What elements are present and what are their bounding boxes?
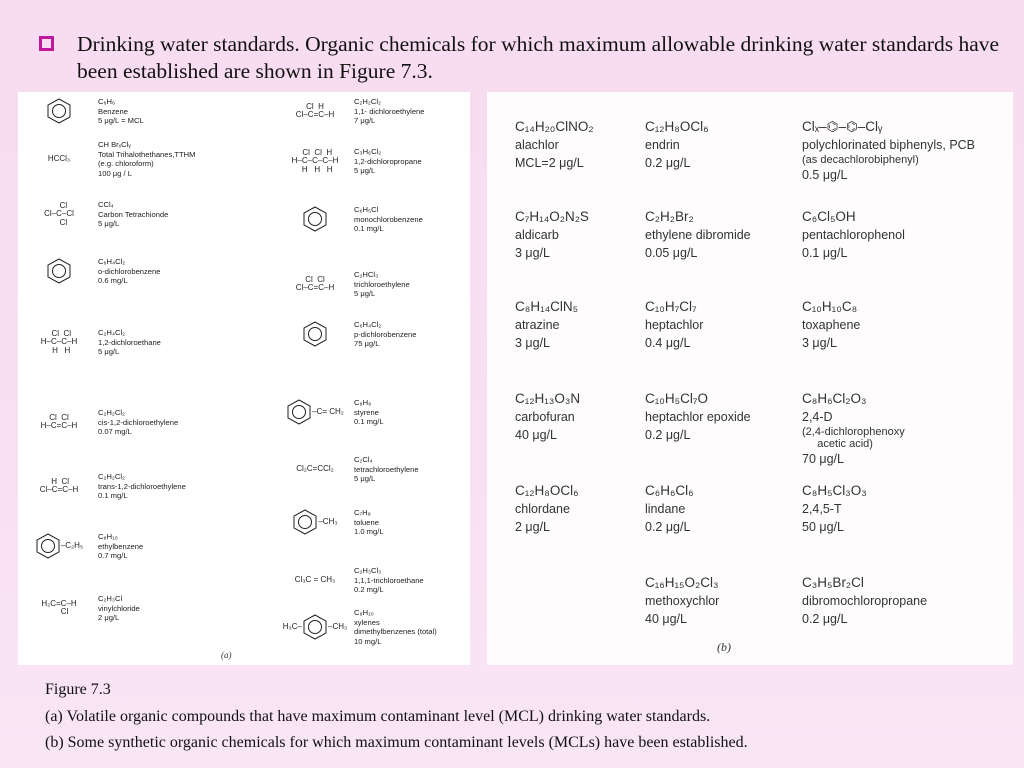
chemical-entry [645, 208, 751, 262]
compound-entry [276, 147, 422, 176]
chemical-entry [802, 298, 860, 352]
chemical-entry [515, 208, 589, 262]
figure-caption-a: (a) Volatile organic compounds that have maximum contaminant level (MCL) drinking water standards. [45, 708, 711, 725]
compound-text [354, 455, 419, 484]
chemical-name: dibromochloropropane [802, 594, 928, 608]
chemical-name: pentachlorophenol [802, 228, 905, 242]
compound-formula: C₈H₁₀ [354, 608, 374, 617]
figure-caption-title: Figure 7.3 [45, 681, 111, 698]
benzene-ring-icon [302, 321, 328, 347]
chemical-formula: C₈H₆Cl₂O₃ [802, 391, 867, 406]
chemical-name: 2,4,5-T [802, 502, 842, 516]
chemical-formula: C₁₀H₇Cl₇ [645, 299, 697, 314]
chemical-formula: Clₓ–⌬–⌬–Clᵧ [802, 119, 883, 134]
chemical-mcl-value: 0.5 μg/L [802, 168, 848, 182]
structure-text: Cl Cl–C–Cl Cl [44, 200, 74, 227]
compound-text [354, 205, 423, 234]
chemical-formula: C₁₀H₁₀C₈ [802, 299, 858, 314]
structure-text: Cl₂C=CCl₂ [296, 464, 334, 473]
compound-entry [20, 408, 178, 437]
chemical-mcl-value: 0.05 μg/L [645, 246, 698, 260]
compound-name: 1,1- dichloroethylene [354, 106, 425, 116]
compound-mcl-value: 7 μg/L [354, 116, 376, 125]
compound-text [354, 270, 410, 299]
panel-a-label: (a) [221, 650, 232, 660]
compound-formula: C₂Cl₄ [354, 455, 373, 464]
compound-mcl-value: 5 μg/L [354, 166, 376, 175]
compound-entry [20, 328, 161, 357]
chemical-formula: C₂H₂Br₂ [645, 209, 694, 224]
structure-formula [20, 202, 98, 228]
chemical-formula: C₁₂H₈OCl₆ [645, 119, 709, 134]
compound-name: 1,1,1-trichloroethane [354, 575, 424, 585]
chemical-name: methoxychlor [645, 594, 720, 608]
compound-formula: C₂H₂Cl₂ [98, 472, 125, 481]
chemical-mcl-value: 3 μg/L [802, 336, 838, 350]
compound-mcl-value: 10 mg/L [354, 636, 382, 646]
benzene-ring-icon [35, 533, 61, 559]
chemical-formula: C₁₀H₅Cl₇O [645, 391, 708, 406]
benzene-ring-icon [46, 258, 72, 284]
chemical-entry [515, 118, 594, 172]
structure-formula [276, 276, 354, 293]
compound-mcl-value: 0.2 mg/L [354, 585, 384, 594]
compound-mcl-value: 75 μg/L [354, 339, 380, 348]
structure-formula [20, 98, 98, 124]
compound-text [354, 566, 424, 595]
structure-formula [276, 103, 354, 120]
chemical-entry [802, 208, 905, 262]
chemical-name: heptachlor [645, 318, 704, 332]
compound-entry [276, 320, 416, 349]
chemical-name: heptachlor epoxide [645, 410, 751, 424]
chemical-name: ethylene dibromide [645, 228, 751, 242]
compound-formula: C₂H₃Cl₃ [354, 566, 382, 575]
benzene-ring-icon [302, 206, 328, 232]
compound-entry [276, 97, 425, 126]
compound-name: trichloroethylene [354, 279, 410, 289]
chemical-entry [515, 482, 579, 536]
benzene-ring-icon [302, 614, 328, 640]
chemical-formula: C₃H₅Br₂Cl [802, 575, 864, 590]
compound-entry [276, 608, 437, 646]
chemical-mcl-value: MCL=2 μg/L [515, 156, 584, 170]
benzene-ring-icon [286, 399, 312, 425]
chemical-mcl-value: 0.2 μg/L [645, 428, 691, 442]
structure-formula [20, 258, 98, 284]
chemical-name: carbofuran [515, 410, 575, 424]
compound-text [354, 608, 437, 646]
compound-note: dimethylbenzenes (total) [354, 627, 437, 636]
chemical-mcl-value: 0.2 μg/L [802, 612, 848, 626]
compound-name: toluene [354, 517, 379, 527]
compound-name: trans-1,2-dichloroethylene [98, 481, 186, 491]
compound-name: Benzene [98, 106, 128, 116]
chemical-formula: C₁₂H₁₃O₃N [515, 391, 581, 406]
compound-mcl-value: 0.7 mg/L [98, 551, 128, 560]
compound-formula: C₆H₅Cl [354, 205, 379, 214]
compound-text [98, 200, 168, 229]
structure-formula [276, 149, 354, 175]
chemical-mcl-value: 3 μg/L [515, 246, 551, 260]
compound-entry [276, 398, 384, 427]
chemical-mcl-value: 0.1 μg/L [802, 246, 848, 260]
compound-name: 1,2-dichloropropane [354, 156, 422, 166]
structure-text: H₂C=C–H Cl [41, 598, 77, 617]
compound-entry [276, 455, 419, 484]
chemical-name: toxaphene [802, 318, 861, 332]
compound-formula: CH BrₓClᵧ [98, 140, 131, 149]
compound-entry [276, 205, 423, 234]
chemical-entry [515, 298, 578, 352]
chemical-name: lindane [645, 502, 686, 516]
compound-formula: C₈H₈ [354, 398, 372, 407]
compound-formula: C₃H₆Cl₂ [354, 147, 382, 156]
compound-formula: CCl₄ [98, 200, 114, 209]
chemical-entry [802, 118, 975, 184]
compound-entry [20, 472, 186, 501]
benzene-ring-icon [292, 509, 318, 535]
compound-mcl-value: 100 μg / L [98, 168, 132, 178]
chemical-entry [645, 482, 694, 536]
structure-formula [20, 414, 98, 431]
chemical-formula: C₈H₅Cl₃O₃ [802, 483, 867, 498]
compound-name: monochlorobenzene [354, 214, 423, 224]
compound-text [98, 328, 161, 357]
compound-mcl-value: 5 μg/L [354, 474, 376, 483]
structure-formula [276, 576, 354, 585]
compound-note: (e.g. chloroform) [98, 159, 154, 168]
chemical-formula: C₇H₁₄O₂N₂S [515, 209, 589, 224]
benzene-ring-icon [46, 98, 72, 124]
compound-name: ethylbenzene [98, 541, 144, 551]
structure-formula [20, 533, 98, 559]
compound-text [354, 97, 425, 126]
chemical-mcl-value: 70 μg/L [802, 452, 844, 466]
compound-entry [276, 508, 384, 537]
structure-formula [276, 206, 354, 232]
structure-formula [276, 321, 354, 347]
structure-text: Cl Cl H H–C–C–C–H H H H [291, 147, 339, 174]
compound-name: styrene [354, 407, 379, 417]
compound-name: cis-1,2-dichloroethylene [98, 417, 179, 427]
structure-text: Cl₃C = CH₃ [294, 575, 336, 584]
figure-caption-b: (b) Some synthetic organic chemicals for which maximum contaminant levels (MCLs) have been established. [45, 734, 748, 751]
compound-formula: C₇H₈ [354, 508, 371, 517]
structure-formula [276, 509, 354, 535]
structure-formula [20, 155, 98, 164]
compound-mcl-value: 0.1 mg/L [354, 224, 384, 233]
chemical-name: chlordane [515, 502, 570, 516]
compound-text [98, 140, 196, 178]
compound-name: vinylchloride [98, 603, 140, 613]
chemical-entry [802, 390, 905, 468]
chemical-mcl-value: 50 μg/L [802, 520, 844, 534]
chemical-mcl-value: 3 μg/L [515, 336, 551, 350]
structure-formula [276, 465, 354, 474]
panel-b-label: (b) [717, 640, 731, 654]
chemical-entry [645, 298, 703, 352]
chemical-name: atrazine [515, 318, 560, 332]
chemical-formula: C₆Cl₅OH [802, 209, 856, 224]
structure-substituent: –CH₃ [318, 517, 338, 526]
structure-formula [20, 600, 98, 617]
structure-text: Cl Cl H–C–C–H H H [40, 328, 78, 355]
compound-mcl-value: 5 μg/L = MCL [98, 116, 144, 125]
compound-text [98, 594, 140, 623]
compound-name: tetrachloroethylene [354, 464, 419, 474]
chemical-note: (as decachlorobiphenyl) [802, 154, 919, 166]
compound-formula: C₂H₂Cl₂ [98, 408, 125, 417]
structure-text: HCCl₃ [47, 153, 71, 163]
chemical-mcl-value: 0.2 μg/L [645, 520, 691, 534]
compound-entry [20, 594, 140, 623]
compound-name: xylenes [354, 617, 380, 627]
compound-mcl-value: 0.1 mg/L [98, 491, 128, 500]
bullet-square-icon [39, 36, 54, 51]
structure-text: H Cl Cl–C=C–H [39, 476, 79, 495]
structure-text: Cl Cl Cl–C=C–H [295, 274, 335, 293]
compound-name: Total Trihalothethanes,TTHM [98, 149, 196, 159]
compound-formula: C₆H₆ [98, 97, 116, 106]
chemical-formula: C₁₄H₂₀ClNO₂ [515, 119, 594, 134]
chemical-name: aldicarb [515, 228, 559, 242]
compound-formula: C₂H₂Cl₂ [354, 97, 381, 106]
chemical-formula: C₆H₆Cl₆ [645, 483, 694, 498]
compound-formula: C₂HCl₃ [354, 270, 379, 279]
chemical-mcl-value: 40 μg/L [645, 612, 687, 626]
figure-panel-b [487, 92, 1013, 665]
compound-entry [20, 140, 196, 178]
chemical-entry [802, 482, 867, 536]
chemical-mcl-value: 2 μg/L [515, 520, 551, 534]
compound-entry [20, 200, 168, 229]
compound-text [98, 532, 143, 561]
structure-formula [276, 614, 354, 640]
structure-prefix: H₃C– [282, 621, 302, 631]
compound-text [98, 257, 160, 286]
compound-entry [20, 257, 160, 286]
chemical-formula: C₁₂H₈OCl₆ [515, 483, 579, 498]
compound-name: p-dichlorobenzene [354, 329, 417, 339]
compound-formula: C₂H₄Cl₂ [98, 328, 126, 337]
chemical-mcl-value: 40 μg/L [515, 428, 557, 442]
compound-text [354, 398, 384, 427]
chemical-name: endrin [645, 138, 680, 152]
compound-name: Carbon Tetrachionde [98, 209, 169, 219]
compound-mcl-value: 2 μg/L [98, 613, 120, 622]
compound-text [98, 472, 186, 501]
compound-entry [20, 97, 144, 126]
compound-text [354, 320, 416, 349]
compound-text [354, 147, 422, 176]
compound-name: o-dichlorobenzene [98, 266, 161, 276]
compound-formula: C₆H₄Cl₂ [354, 320, 382, 329]
compound-mcl-value: 5 μg/L [98, 347, 120, 356]
chemical-entry [802, 574, 927, 628]
chemical-entry [515, 390, 580, 444]
structure-text: Cl H Cl–C=C–H [295, 101, 335, 120]
structure-formula [20, 330, 98, 356]
structure-formula [20, 478, 98, 495]
structure-formula [276, 399, 354, 425]
compound-formula: C₆H₄Cl₂ [98, 257, 126, 266]
chemical-entry [645, 118, 709, 172]
compound-mcl-value: 5 μg/L [354, 289, 376, 298]
figure-panel-a [18, 92, 470, 665]
chemical-mcl-value: 0.4 μg/L [645, 336, 691, 350]
compound-entry [276, 270, 410, 299]
compound-text [354, 508, 384, 537]
headline-text: Drinking water standards. Organic chemicals for which maximum allowable drinking water standards have been established are shown in Figure 7.3. [77, 32, 1000, 83]
compound-text [98, 408, 178, 437]
structure-substituent: –CH₃ [328, 621, 348, 631]
chemical-entry [645, 574, 719, 628]
structure-text: Cl Cl H–C=C–H [40, 412, 78, 431]
chemical-formula: C₈H₁₄ClN₅ [515, 299, 579, 314]
chemical-name: alachlor [515, 138, 559, 152]
chemical-formula: C₁₆H₁₅O₂Cl₃ [645, 575, 719, 590]
chemical-entry [645, 390, 751, 444]
chemical-note: (2,4-dichlorophenoxy acetic acid) [802, 426, 905, 450]
compound-mcl-value: 0.6 mg/L [98, 276, 128, 285]
compound-mcl-value: 5 μg/L [98, 219, 120, 228]
chemical-mcl-value: 0.2 μg/L [645, 156, 691, 170]
compound-formula: C₈H₁₀ [98, 532, 118, 541]
compound-entry [20, 532, 143, 561]
compound-name: 1,2-dichloroethane [98, 337, 161, 347]
compound-mcl-value: 1.0 mg/L [354, 527, 384, 536]
structure-substituent: –C₂H₅ [60, 541, 84, 550]
compound-entry [276, 566, 424, 595]
chemical-name: 2,4-D [802, 410, 833, 424]
compound-formula: C₂H₃Cl [98, 594, 123, 603]
compound-mcl-value: 0.07 mg/L [98, 427, 132, 436]
compound-text [98, 97, 144, 126]
chemical-name: polychlorinated biphenyls, PCB [802, 138, 976, 152]
structure-substituent: –C= CH₂ [312, 407, 344, 416]
compound-mcl-value: 0.1 mg/L [354, 417, 384, 426]
